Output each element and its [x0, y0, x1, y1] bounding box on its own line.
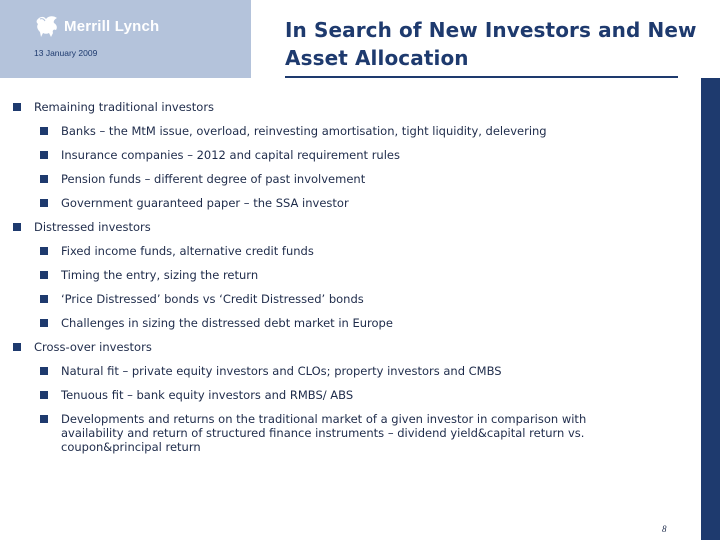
section-heading-text: Remaining traditional investors [34, 100, 215, 114]
square-bullet-icon [13, 343, 21, 351]
side-accent-bar [701, 78, 720, 540]
square-bullet-icon [40, 319, 48, 327]
square-bullet-icon [40, 127, 48, 135]
list-item-text: Tenuous fit – bank equity investors and RMBS/ ABS [61, 388, 354, 402]
section-heading [13, 220, 693, 234]
list-item [40, 388, 651, 402]
list-item-text: Timing the entry, sizing the return [61, 268, 259, 282]
list-item [40, 148, 651, 162]
bullet-list [13, 100, 693, 464]
section-heading [13, 100, 693, 114]
list-item [40, 412, 651, 454]
list-item-text: ‘Price Distressed’ bonds vs ‘Credit Distressed’ bonds [61, 292, 364, 306]
logo-panel [0, 0, 251, 78]
square-bullet-icon [40, 247, 48, 255]
section-heading [13, 340, 693, 354]
square-bullet-icon [40, 415, 48, 423]
section-heading-text: Cross-over investors [34, 340, 152, 354]
list-item-text: Fixed income funds, alternative credit funds [61, 244, 314, 258]
square-bullet-icon [13, 223, 21, 231]
slide-title: In Search of New Investors and New Asset Allocation [285, 18, 697, 70]
list-item [40, 172, 651, 186]
list-item [40, 124, 651, 138]
list-item [40, 244, 651, 258]
list-item-text: Banks – the MtM issue, overload, reinvesting amortisation, tight liquidity, delevering [61, 124, 547, 138]
square-bullet-icon [40, 151, 48, 159]
square-bullet-icon [40, 271, 48, 279]
list-item-text: Challenges in sizing the distressed debt market in Europe [61, 316, 393, 330]
square-bullet-icon [13, 103, 21, 111]
square-bullet-icon [40, 391, 48, 399]
list-item [40, 196, 651, 210]
square-bullet-icon [40, 295, 48, 303]
square-bullet-icon [40, 175, 48, 183]
list-item [40, 364, 651, 378]
page-number: 8 [662, 524, 667, 534]
list-item [40, 316, 651, 330]
list-item [40, 268, 651, 282]
square-bullet-icon [40, 199, 48, 207]
brand-logo [34, 12, 159, 40]
presentation-date: 13 January 2009 [34, 48, 98, 58]
square-bullet-icon [40, 367, 48, 375]
list-item-text: Insurance companies – 2012 and capital requirement rules [61, 148, 400, 162]
list-item [40, 292, 651, 306]
brand-name: Merrill Lynch [64, 17, 160, 35]
title-divider [285, 76, 678, 78]
list-item-text: Natural fit – private equity investors and CLOs; property investors and CMBS [61, 364, 502, 378]
bull-logo-icon [34, 12, 60, 40]
list-item-text: Developments and returns on the traditional market of a given investor in comparison with availability and return of structured finance instruments – dividend yield&capital return vs. coupon&principal return [61, 412, 587, 454]
list-item-text: Government guaranteed paper – the SSA investor [61, 196, 349, 210]
section-heading-text: Distressed investors [34, 220, 151, 234]
list-item-text: Pension funds – different degree of past involvement [61, 172, 366, 186]
